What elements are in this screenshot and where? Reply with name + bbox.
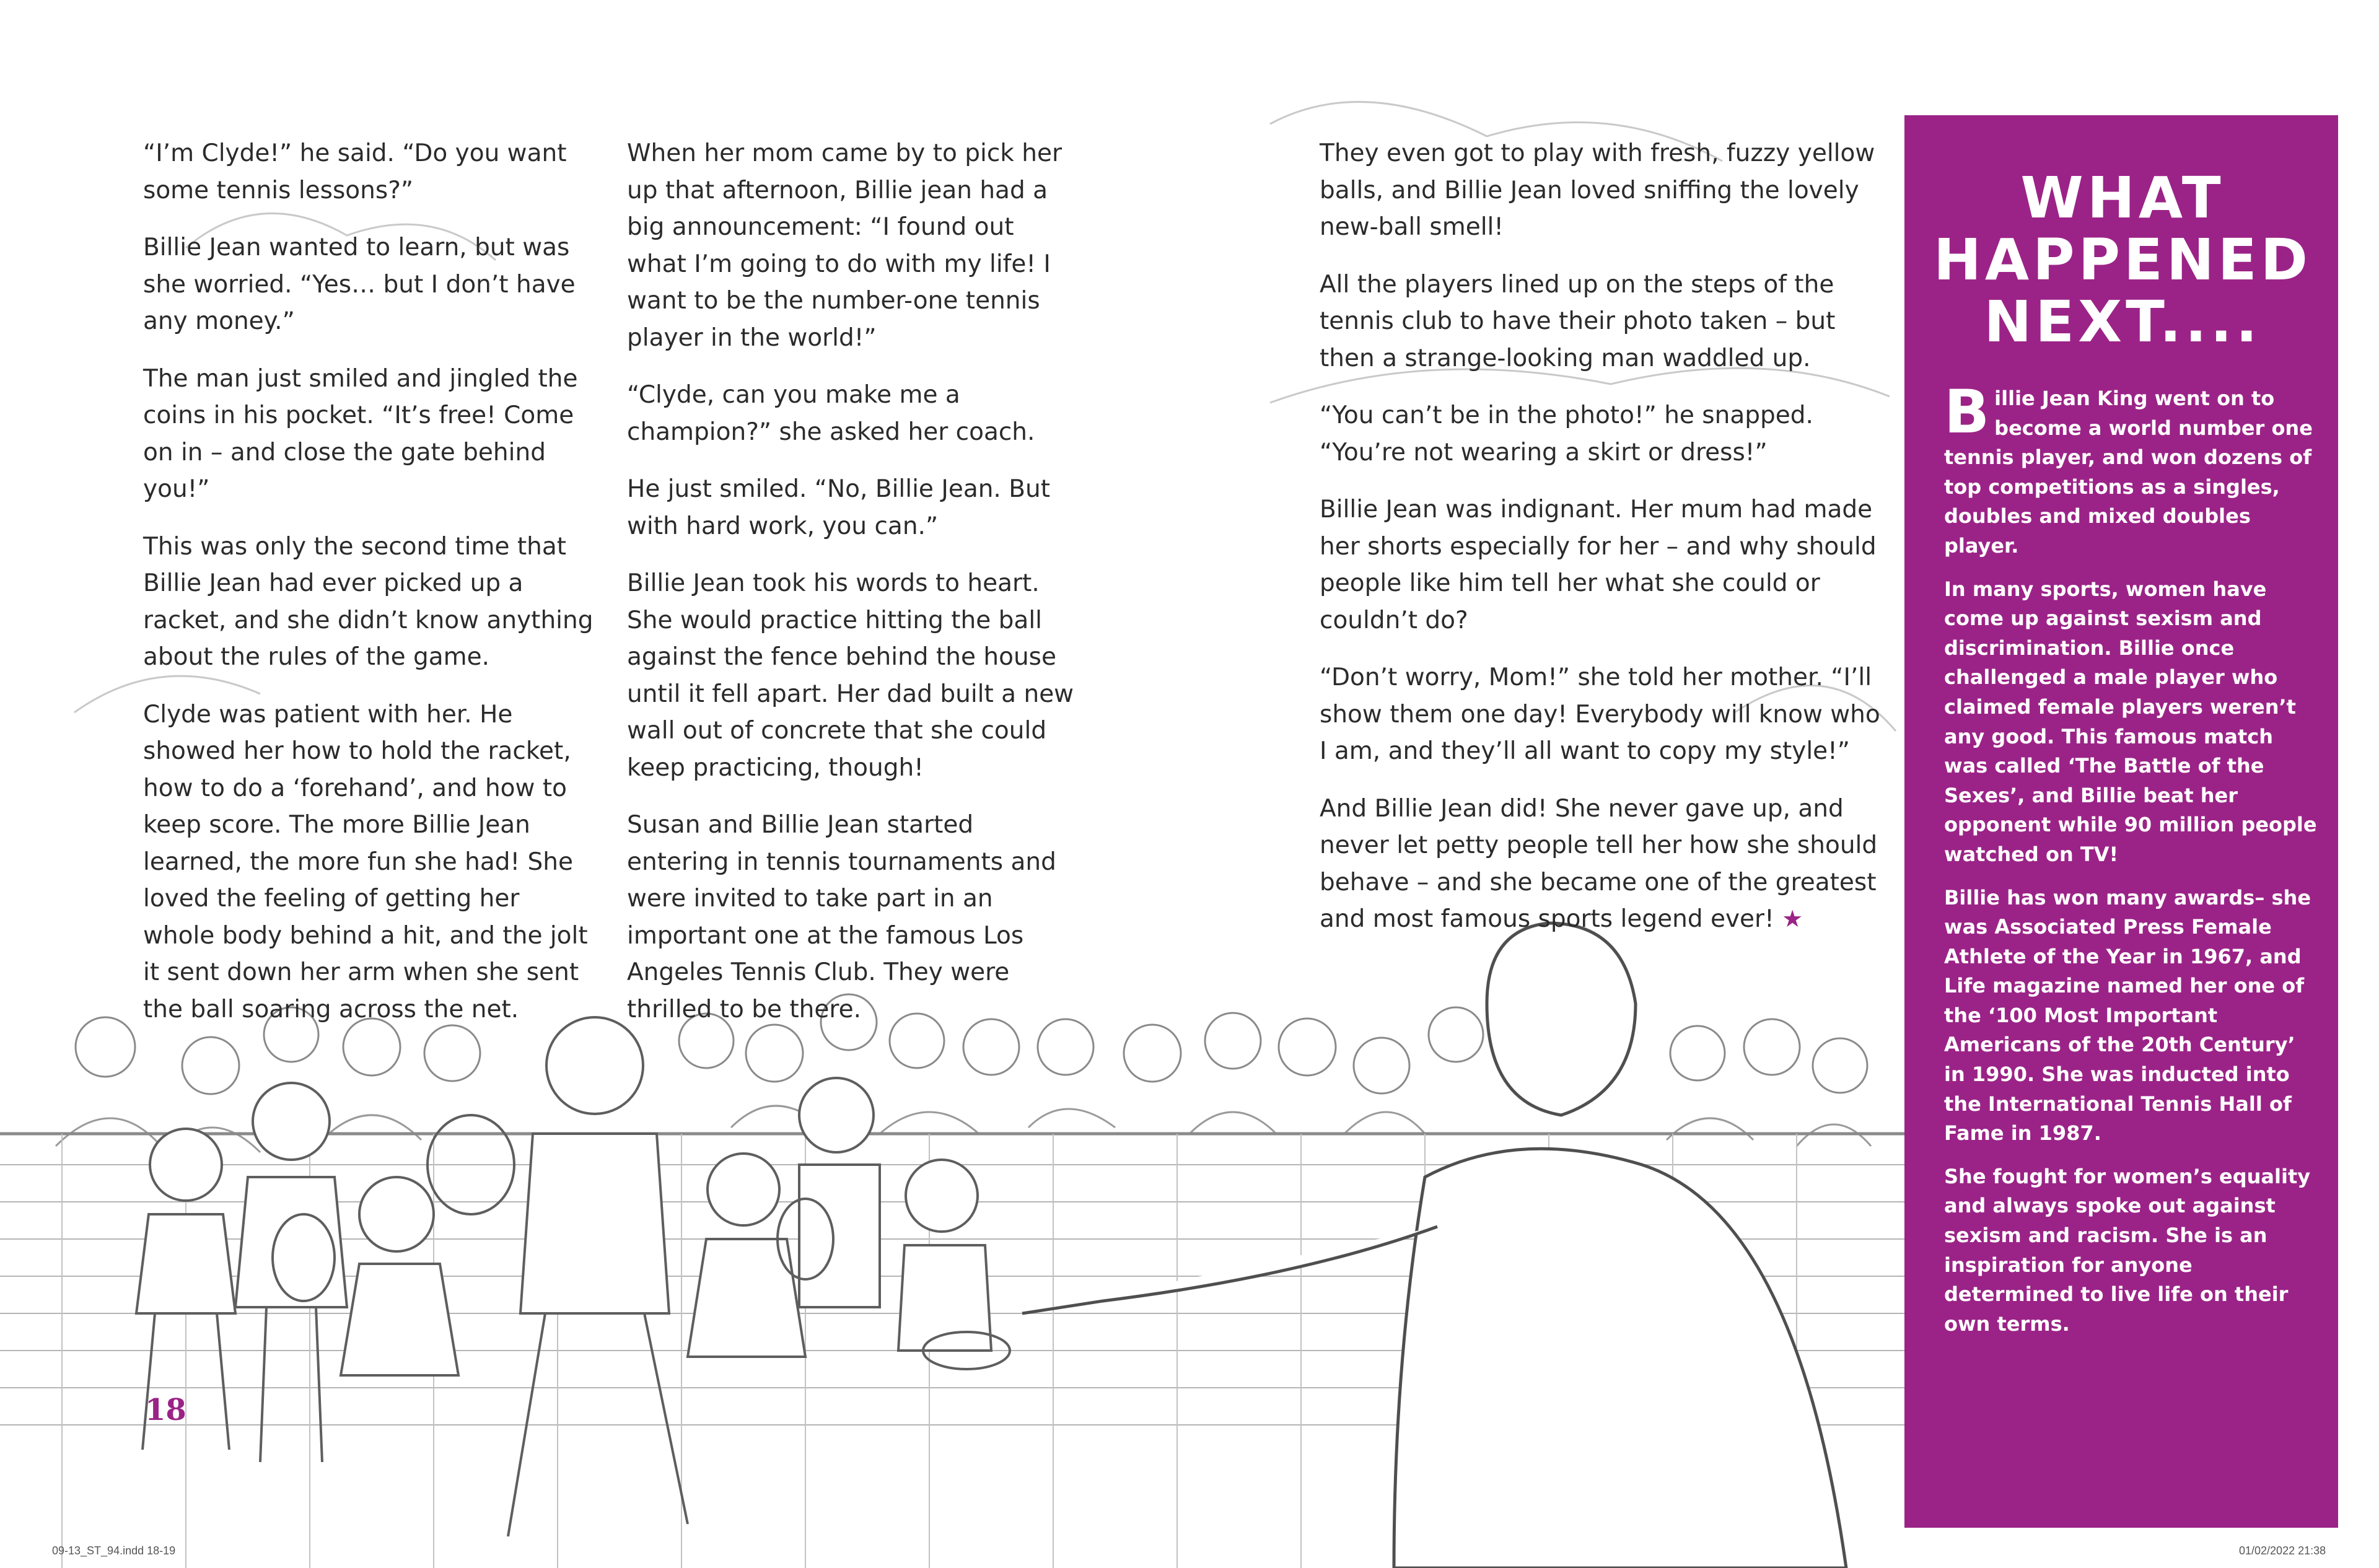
sidebar-title <box>1926 167 2320 353</box>
paragraph: They even got to play with fresh, fuzzy yellow balls, and Billie Jean loved sniffing the lovely new-ball smell! <box>1320 139 1875 241</box>
paragraph: Billie Jean wanted to learn, but was she worried. “Yes… but I don’t have any money.” <box>143 234 576 335</box>
paragraph: Billie Jean was indignant. Her mum had made her shorts especially for her – and why should people like him tell her what she could or couldn’t do? <box>1320 496 1877 634</box>
sidebar-paragraph: In many sports, women have come up against sexism and discrimination. Billie once challenged a male player who claimed female players weren’t any good. This famous match was called ‘The Battle of the Sexes’, and Billie beat her opponent while 90 million people watched on TV! <box>1944 577 2317 866</box>
sidebar-paragraph <box>1944 377 2320 561</box>
story-column-1 <box>143 135 595 1048</box>
drop-cap: B <box>1944 377 1990 447</box>
paragraph: Susan and Billie Jean started entering in tennis tournaments and were invited to take part in an important one at the famous Los Angeles Tennis Club. They were thrilled to be there. <box>627 811 1056 1023</box>
print-slug-right: 01/02/2022 21:38 <box>2239 1544 2326 1557</box>
paragraph: When her mom came by to pick her up that afternoon, Billie jean had a big announcement: “I found out what I’m going to do with my life! I want to be the number-one tennis player in the world!” <box>627 139 1062 352</box>
paragraph: Clyde was patient with her. He showed her how to hold the racket, how to do a ‘forehand’, and how to keep score. The more Billie Jean learned, the more fun she had! She loved the feeling of getting her whole body behind a hit, and the jolt it sent down her arm when she sent the ball soaring across the net. <box>143 700 588 1023</box>
final-paragraph-text: And Billie Jean did! She never gave up, and never let petty people tell her how she should behave – and she became one of the greatest and most famous sports legend ever! <box>1320 794 1878 933</box>
sidebar-body <box>1944 377 2320 1339</box>
paragraph: He just smiled. “No, Billie Jean. But with hard work, you can.” <box>627 475 1050 540</box>
star-icon: ★ <box>1782 905 1803 932</box>
paragraph: “Don’t worry, Mom!” she told her mother. “I’ll show them one day! Everybody will know who I am, and they’ll all want to copy my style!” <box>1320 664 1880 765</box>
paragraph: Billie Jean took his words to heart. She would practice hitting the ball against the fence behind the house until it fell apart. Her dad built a new wall out of concrete that she could keep practicing, though! <box>627 569 1074 782</box>
paragraph: This was only the second time that Billie Jean had ever picked up a racket, and she didn’t know anything about the rules of the game. <box>143 532 594 671</box>
story-column-2 <box>627 135 1079 1048</box>
sidebar-title-line: NEXT.... <box>1984 289 2261 355</box>
final-paragraph <box>1320 791 1890 938</box>
sidebar-paragraph: Billie has won many awards– she was Associated Press Female Athlete of the Year in 1967, and Life magazine named her one of the ‘100 Most Important Americans of the 20th Century’ in 1990. She was inducted into the International Tennis Hall of Fame in 1987. <box>1944 885 2311 1145</box>
paragraph: “Clyde, can you make me a champion?” she asked her coach. <box>627 381 1035 446</box>
what-happened-next-sidebar <box>1904 115 2338 1528</box>
paragraph: The man just smiled and jingled the coins in his pocket. “It’s free! Come on in – and close the gate behind you!” <box>143 364 578 503</box>
page-number: 18 <box>145 1393 186 1427</box>
story-column-3 <box>1320 135 1890 958</box>
paragraph: “I’m Clyde!” he said. “Do you want some tennis lessons?” <box>143 139 567 204</box>
print-slug-left: 09-13_ST_94.indd 18-19 <box>52 1544 176 1557</box>
paragraph: “You can’t be in the photo!” he snapped. “You’re not wearing a skirt or dress!” <box>1320 401 1813 466</box>
paragraph: All the players lined up on the steps of the tennis club to have their photo taken – but then a strange-looking man waddled up. <box>1320 270 1836 372</box>
sidebar-paragraph: She fought for women’s equality and always spoke out against sexism and racism. She is an inspiration for anyone determined to live life on their own terms. <box>1944 1164 2311 1336</box>
sidebar-title-line: WHAT <box>2020 165 2225 231</box>
sidebar-paragraph-text: illie Jean King went on to become a world number one tennis player, and won dozens of top competitions as a singles, doubles and mixed doubles player. <box>1944 387 2313 558</box>
sidebar-title-line: HAPPENED <box>1933 227 2312 293</box>
